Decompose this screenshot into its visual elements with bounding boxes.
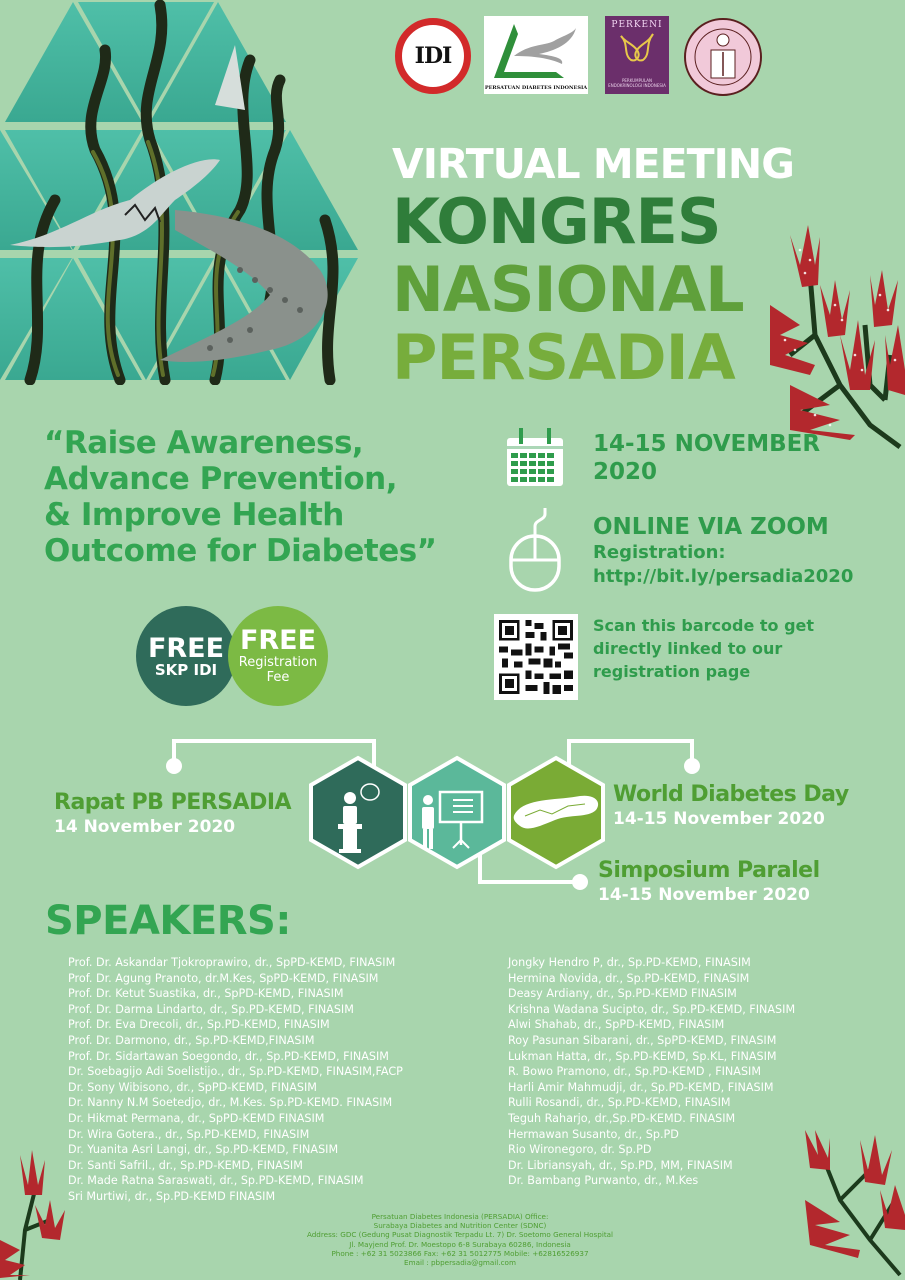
event-simposium-paralel: Simposium Paralel 14-15 November 2020	[598, 858, 820, 905]
speaker-item: R. Bowo Pramono, dr., Sp.PD-KEMD , FINASIM	[508, 1065, 762, 1079]
speaker-item: Roy Pasunan Sibarani, dr., SpPD-KEMD, FINASIM	[508, 1033, 777, 1047]
title-nasional: NASIONAL	[392, 253, 744, 326]
speaker-item: Krishna Wadana Sucipto, dr., Sp.PD-KEMD, FINASIM	[508, 1002, 796, 1016]
persadia-triangle-icon	[484, 16, 588, 86]
speaker-item: Dr. Nanny N.M Soetedjo, dr., M.Kes. Sp.PD-KEMD. FINASIM	[68, 1096, 393, 1110]
tagline: “Raise Awareness, Advance Prevention, & Improve Health Outcome for Diabetes”	[44, 425, 437, 569]
ppdi-figure-icon	[686, 20, 760, 94]
speakers-heading: SPEAKERS:	[45, 898, 291, 944]
event-world-diabetes-day: World Diabetes Day 14-15 November 2020	[613, 782, 849, 829]
scan-instructions: Scan this barcode to get directly linked to our registration page	[593, 616, 815, 681]
red-flower-decoration-bottom-right	[800, 1130, 905, 1280]
speaker-item: Dr. Sony Wibisono, dr., SpPD-KEMD, FINASIM	[68, 1080, 317, 1094]
calendar-icon	[505, 428, 565, 488]
free-registration-badge: FREE Registration Fee	[228, 606, 328, 706]
speaker-item: Dr. Hikmat Permana, dr., SpPD-KEMD FINASIM	[68, 1111, 325, 1125]
speaker-item: Lukman Hatta, dr., Sp.PD-KEMD, Sp.KL, FINASIM	[508, 1049, 777, 1063]
speaker-item: Prof. Dr. Darma Lindarto, dr., Sp.PD-KEMD, FINASIM	[68, 1002, 354, 1016]
speaker-item: Teguh Raharjo, dr.,Sp.PD-KEMD. FINASIM	[508, 1111, 736, 1125]
speaker-item: Hermina Novida, dr., Sp.PD-KEMD, FINASIM	[508, 971, 750, 985]
footer-contact: Persatuan Diabetes Indonesia (PERSADIA) Office: Surabaya Diabetes and Nutrition Center (SDNC) Address: GDC (Gedung Pusat Diagnostik Terpadu Lt. 7) Dr. Soetomo General Hospital Jl. Mayjend Prof. Dr. Moestopo 6-8 Surabaya 60286, Indonesia Phone : +62 31 5023866 Fax: +62 31 5012775 Mobile: +62816526937 Email : pbpersadia@gmail.com	[250, 1212, 670, 1267]
speaker-item: Prof. Dr. Sidartawan Soegondo, dr., Sp.PD-KEMD, FINASIM	[68, 1049, 389, 1063]
persadia-logo: PERSATUAN DIABETES INDONESIA	[484, 16, 588, 94]
speaker-item: Dr. Libriansyah, dr., Sp.PD, MM, FINASIM	[508, 1158, 733, 1172]
perkeni-logo: PERKENI PERKUMPULAN ENDOKRINOLOGI INDONESIA	[605, 16, 669, 94]
online-info: ONLINE VIA ZOOM Registration: http://bit.ly/persadia2020	[593, 514, 854, 587]
title-virtual-meeting: VIRTUAL MEETING	[392, 140, 794, 188]
event-rapat-pb: Rapat PB PERSADIA 14 November 2020	[54, 790, 292, 837]
speaker-item: Prof. Dr. Agung Pranoto, dr.M.Kes, SpPD-KEMD, FINASIM	[68, 971, 379, 985]
speakers-list-right	[508, 955, 795, 1189]
free-skp-badge: FREE SKP IDI	[136, 606, 236, 706]
speaker-item: Prof. Dr. Ketut Suastika, dr., SpPD-KEMD, FINASIM	[68, 987, 344, 1001]
red-flower-decoration-bottom-left	[0, 1150, 70, 1280]
speaker-item: Dr. Yuanita Asri Langi, dr., Sp.PD-KEMD, FINASIM	[68, 1143, 339, 1157]
speakers-list-left	[68, 955, 403, 1205]
speaker-item: Prof. Dr. Eva Drecoli, dr., Sp.PD-KEMD, FINASIM	[68, 1018, 330, 1032]
speaker-item: Harli Amir Mahmudji, dr., Sp.PD-KEMD, FINASIM	[508, 1080, 774, 1094]
speaker-item: Dr. Bambang Purwanto, dr., M.Kes	[508, 1174, 699, 1188]
speaker-item: Dr. Wira Gotera., dr., Sp.PD-KEMD, FINASIM	[68, 1127, 310, 1141]
speaker-item: Dr. Soebagijo Adi Soelistijo., dr., Sp.PD-KEMD, FINASIM,FACP	[68, 1065, 403, 1079]
speaker-item: Sri Murtiwi, dr., Sp.PD-KEMD FINASIM	[68, 1189, 276, 1203]
event-date: 14-15 NOVEMBER 2020	[593, 431, 821, 485]
title-persadia: PERSADIA	[392, 321, 735, 394]
speaker-item: Hermawan Susanto, dr., Sp.PD	[508, 1127, 679, 1141]
ppdi-logo	[684, 18, 762, 96]
speaker-item: Alwi Shahab, dr., SpPD-KEMD, FINASIM	[508, 1018, 725, 1032]
idi-logo: IDI	[395, 18, 471, 94]
speaker-item: Dr. Santi Safril., dr., Sp.PD-KEMD, FINASIM	[68, 1158, 303, 1172]
registration-link[interactable]: http://bit.ly/persadia2020	[593, 566, 854, 587]
speaker-item: Deasy Ardiany, dr., Sp.PD-KEMD FINASIM	[508, 987, 737, 1001]
speaker-item: Rio Wironegoro, dr. Sp.PD	[508, 1143, 652, 1157]
mouse-icon	[505, 508, 565, 593]
speaker-item: Rulli Rosandi, dr., Sp.PD-KEMD, FINASIM	[508, 1096, 731, 1110]
hero-triangle-mosaic	[0, 0, 365, 385]
speaker-item: Dr. Made Ratna Saraswati, dr., Sp.PD-KEMD, FINASIM	[68, 1174, 364, 1188]
footer-email[interactable]: Email : pbpersadia@gmail.com	[404, 1258, 516, 1268]
title-kongres: KONGRES	[392, 185, 721, 258]
qr-code-icon[interactable]	[494, 614, 578, 700]
perkeni-hands-icon	[615, 30, 659, 64]
red-flower-decoration-top	[770, 225, 905, 450]
speaker-item: Prof. Dr. Askandar Tjokroprawiro, dr., SpPD-KEMD, FINASIM	[68, 956, 396, 969]
speaker-item: Jongky Hendro P, dr., Sp.PD-KEMD, FINASIM	[508, 956, 751, 969]
speaker-item: Prof. Dr. Darmono, dr., Sp.PD-KEMD,FINASIM	[68, 1033, 315, 1047]
